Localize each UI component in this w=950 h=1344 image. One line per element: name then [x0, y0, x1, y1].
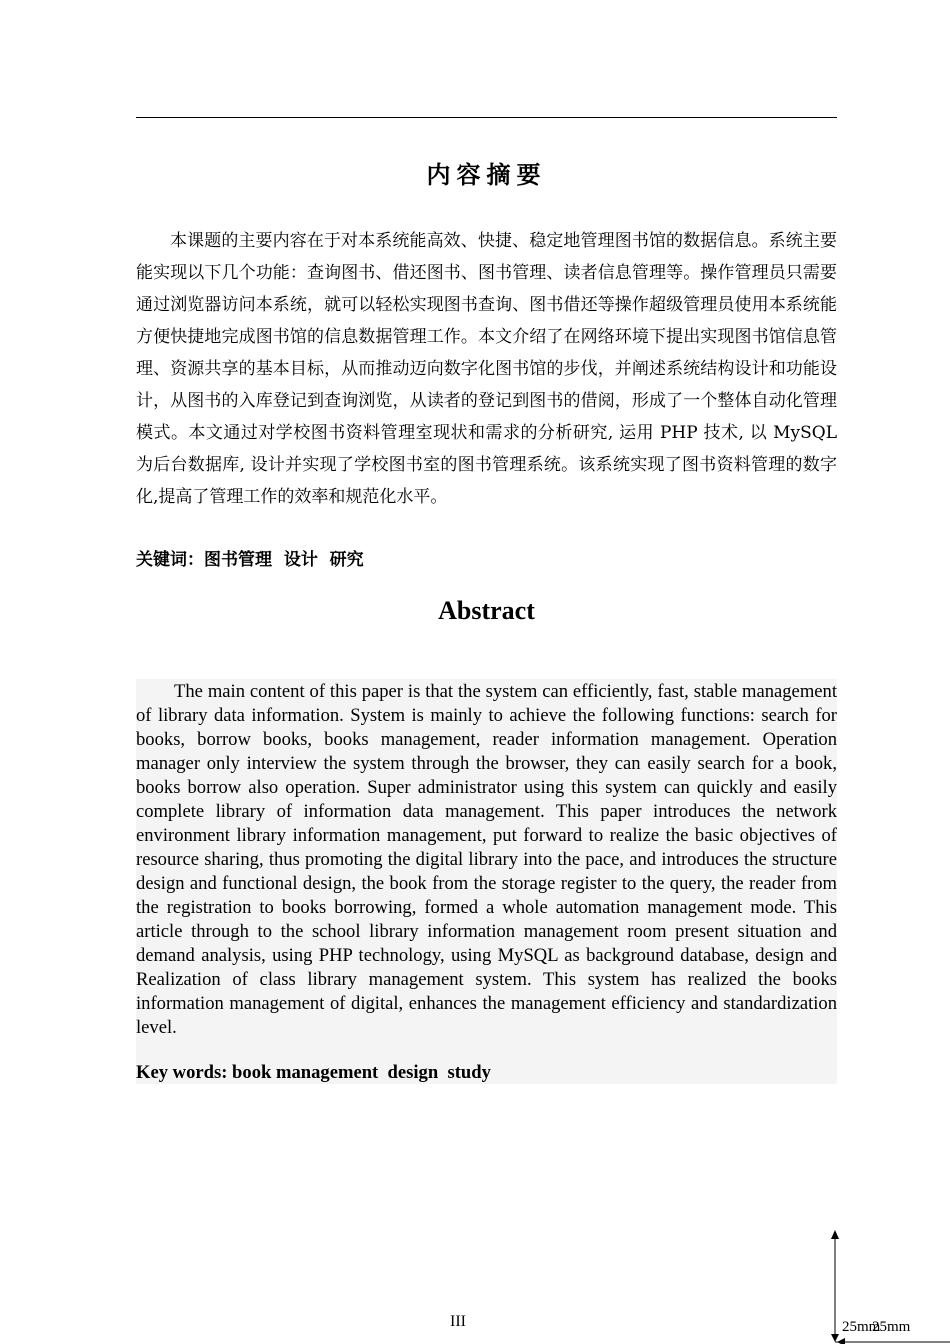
english-abstract-body: The main content of this paper is that the system can efficiently, fast, stable management of library data information. System is mainly to achieve the following functions: search for books, borrow books, books management, reader information management. Operation manager only interview the system through the browser, they can easily search for a book, books borrow also operation. Super administrator using this system can quickly and easily complete library of information data management. This paper introduces the network environment library information management, put forward to realize the basic objectives of resource sharing, thus promoting the digital library into the pace, and introduces the structure design and functional design, the book from the storage register to the query, the reader from the registration to books borrowing, formed a whole automation management mode. This article through to the school library information management room present situation and demand analysis, using PHP technology, using MySQL as background database, design and Realization of class library management system. This system has realized the books information management of digital, enhances the management efficiency and standardization level. [136, 681, 837, 1038]
page-number: III [450, 1313, 466, 1330]
english-abstract-block [136, 679, 837, 1084]
english-abstract-title: Abstract [438, 596, 535, 625]
margin-dimension-marker [820, 1228, 950, 1344]
chinese-abstract-body: 本课题的主要内容在于对本系统能高效、快捷、稳定地管理图书馆的数据信息。系统主要能实现以下几个功能：查询图书、借还图书、图书管理、读者信息管理等。操作管理员只需要通过浏览器访问本系统，就可以轻松实现图书查询、图书借还等操作超级管理员使用本系统能方便快捷地完成图书馆的信息数据管理工作。本文介绍了在网络环境下提出实现图书馆信息管理、资源共享的基本目标，从而推动迈向数字化图书馆的步伐，并阐述系统结构设计和功能设计，从图书的入库登记到查询浏览，从读者的登记到图书的借阅，形成了一个整体自动化管理模式。本文通过对学校图书资料管理室现状和需求的分析研究, 运用 PHP 技术, 以 MySQL 为后台数据库, 设计并实现了学校图书室的图书管理系统。该系统实现了图书资料管理的数字化,提高了管理工作的效率和规范化水平。 [136, 231, 837, 507]
english-keywords: Key words: book management design study [136, 1062, 491, 1083]
margin-label-vertical: 25mm [842, 1319, 881, 1335]
chinese-abstract-title: 内容摘要 [426, 161, 547, 189]
margin-label-horizontal: 25mm [872, 1319, 911, 1335]
header-rule [136, 117, 837, 118]
chinese-keywords: 关键词：图书管理 设计 研究 [136, 550, 364, 570]
